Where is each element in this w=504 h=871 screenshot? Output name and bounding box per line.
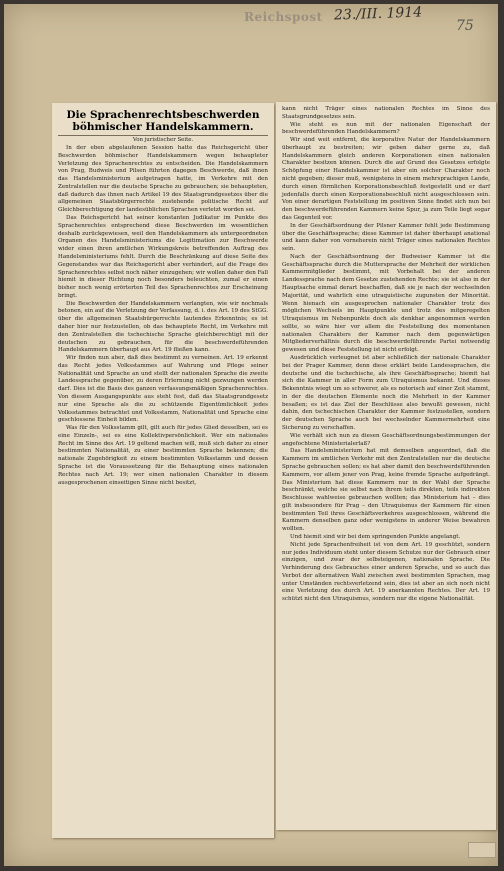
handwritten-date-note: 23./III. 1914 [333, 4, 423, 24]
newspaper-clipping-right-column [276, 102, 496, 830]
article-paragraph: Wir finden nun aber, daß dies bestimmt zu verneinen. Art. 19 erkennt das Recht jedes Volksstammes auf Wahrung und Pflege seiner Nationalität und Sprache an und stellt der nationalen Sprache die zweite Landessprache gegenüber, zu deren Erlernung nicht gezwungen werden darf. Dies ist die Basis des ganzen verfassungsmäßigen Sprachenrechtes. Von diesem Ausgangspunkte aus steht fest, daß das Staatsgrundgesetz nur eine Sprache als die zu schützende Eigentümlichkeit jedes Volksstammes betrachtet und Volksstamm, Nationalität und Sprache eine geschlossene Einheit bilden. [58, 355, 268, 424]
article-title-line-1: Die Sprachenrechtsbeschwerden [66, 109, 260, 121]
source-stamp: Reichspost [244, 10, 323, 24]
article-paragraph: Wie steht es nun mit der nationalen Eigenschaft der beschwerdeführenden Handelskammern? [282, 121, 490, 136]
right-column [276, 102, 496, 606]
article-byline: Von juristischer Seite. [132, 137, 194, 143]
article-paragraph: In der Geschäftsordnung der Pilsner Kammer fehlt jede Bestimmung über die Geschäftssprache; diese Kammer ist daher überhaupt anational und kann daher von vorneherein nicht Träger eines nationalen Rechtes sein. [282, 222, 490, 253]
article-paragraph: Das Reichsgericht hat seiner konstanten Judikatur im Punkte des Sprachenrechtes entsprechend diese Beschwerden im wesentlichen deshalb zurückgewiesen, weil den Handelskammern als untergeordneten Organen des Handelsministeriums die Legitimation zur Beschwerde wider einen ihren amtlichen Wirkungskreis betreffenden Auftrag des Handelsministeriums fehlt. Durch die Beschränkung auf diese Seite des Gegenstandes war das Reichsgericht aber verhindert, auf die Frage des Sprachenrechtes selbst noch näher einzugehen; wir wollen daher den Fall hiemit in dieser Richtung noch besonders beleuchten, zumal er einen bisher noch wenig erörterten Teil des Sprachenrechtes zur Erscheinung bringt. [58, 215, 268, 299]
article-paragraph: Wie verhält sich nun zu diesen Geschäftsordnungsbestimmungen der angefochtene Ministerialerlaß? [282, 432, 490, 447]
article-paragraph: Das Handelsministerium hat mit demselben angeordnet, daß die Kammern im amtlichen Verkehr mit den Zentralstellen nur die deutsche Sprache gebrauchen sollen; es hat aber damit den beschwerdeführenden Kammern, vor allem jener von Prag, keine fremde Sprache aufgedrängt. Das Ministerium hat diese Kammern nur in der Wahl der Sprache beschränkt, welche sie selbst nach ihrem teils direkten, teils indirekten Beschlusse wahlweise gebrauchen wollten; das Ministerium hat – dies gilt insbesondere für Prag – den Utraquismus der Kammern für einen bestimmten Teil ihres Geschäftsverkehres ausgeschlossen, während die Kammern denselben ganz oder wenigstens in anderer Weise bewahren wollten. [282, 448, 490, 533]
newspaper-clipping-left-column [52, 103, 274, 838]
article-paragraph: Wir sind weit entfernt, die korporative Natur der Handelskammern überhaupt zu bestreiten; wir geben daher gerne zu, daß Handelskammern gleich anderen Korporationen einen nationalen Charakter besitzen können. Durch die auf Grund des Gesetzes erfolgte Schöpfung einer Handelskammer ist aber ein solcher Charakter noch nicht gegeben; dieser muß, wenigstens in einem mehrsprachigen Lande, durch einen förmlichen Korporationsbeschluß festgestellt und er darf jedenfalls durch einen Korporationsbeschluß nicht ausgeschlossen sein. Von einer derartigen Feststellung im positiven Sinne findet sich nun bei den beschwerdeführenden Kammern keine Spur, ja zum Teile liegt sogar das Gegenteil vor. [282, 137, 490, 221]
left-column [52, 103, 274, 489]
article-title [58, 109, 268, 136]
article-paragraph: Und hiemit sind wir bei dem springenden Punkte angelangt. [290, 533, 461, 540]
article-paragraph: kann nicht Träger eines nationalen Rechtes im Sinne des Staatsgrundgesetzes sein. [282, 106, 490, 120]
mounting-tab [468, 842, 496, 858]
article-paragraph: Die Beschwerden der Handelskammern verlangten, wie wir nochmals betonen, ein auf die Verletzung der Verfassung, d. i. des Art. 19 des StGG. über die allgemeinen Staatsbürgerrechte lautendes Erkenntnis; es ist daher hier nur festzustellen, ob das behauptete Recht, im Verkehre mit den Zentralstellen die tschechische Sprache gleichberechtigt mit der deutschen zu gebrauchen, für die beschwerdeführenden Handelskammern überhaupt aus Art. 19 fließen kann. [58, 300, 268, 354]
archive-sheet [4, 4, 498, 866]
folio-number: 75 [456, 18, 474, 34]
article-paragraph: Was für den Volksstamm gilt, gilt auch für jedes Glied desselben, sei es eine Einzeln-, sei es eine Kollektivpersönlichkeit. Wer ein nationales Recht im Sinne des Art. 19 geltend machen will, muß sich daher zu einer bestimmten Nationalität, zu einer bestimmten Sprache bekennen; die nationale Zugehörigkeit zu einem bestimmten Volksstamm und dessen Sprache ist die Voraussetzung für die Behauptung eines nationalen Rechtes nach Art. 19; wer einen nationalen Charakter in diesem ausgesprochenen einseitigen Sinne nicht besitzt, [58, 425, 268, 486]
article-title-line-2: böhmischer Handelskammern. [72, 121, 254, 133]
article-paragraph: Ausdrücklich verleugnet ist aber schließlich der nationale Charakter bei der Prager Kammer, denn diese erklärt beide Landessprachen, die deutsche und die tschechische, als ihre Geschäftssprache; hiemit hat sich die Kammer in aller Form zum Utraquismus bekannt. Und dieses Bekenntnis wiegt um so schwerer, als es notorisch auf einer Zeit stammt, in der die deutschen Elemente noch die Mehrheit in der Kammer besaßen; es ist das Ziel der Beschlüsse also bewußt gewesen, nicht dahin, den tschechischen Charakter der Kammer festzustellen, sondern der deutschen Sprache auch bei wechselnder Kammermehrheit eine Sicherung zu verschaffen. [282, 355, 490, 432]
article-paragraph: Nach der Geschäftsordnung der Budweiser Kammer ist die Geschäftssprache durch die Muttersprache der Mehrheit der wirklichen Kammermitglieder bestimmt, mit Vorbehalt bei der anderen Landessprache nach dem Gesetze zustehenden Rechte; sie ist also in der Hauptsache einmal derart beschaffen, daß sie je nach der wechselnden Majorität, und wahrlich eine utraquistische zugunsten der Minorität. Wenn hienach ein ausgesprochen nationaler Charakter trotz des möglichen Wechsels im Hauptpunkte und trotz des mitgeregelten Utraquismus im Nebenpunkte doch als denkbar angenommen werden sollte, so wäre hier vor allem die Feststellung des momentanen nationalen Charakters der Kammer nach dem gegenwärtigen Mitgliederverhältnis durch die beschwerdeführende Partei notwendig gewesen und diese Feststellung ist nicht erfolgt. [282, 253, 490, 354]
article-paragraph: In der eben abgelaufenen Session hatte das Reichsgericht über Beschwerden böhmischer Handelskammern wegen behaupteter Verletzung des Sprachenrechtes zu entscheiden. Die Handelskammern von Prag, Budweis und Pilsen führten dagegen Beschwerde, daß ihnen das Handelsministerium aufgetragen hatte, im Verkehre mit den Zentralstellen nur die deutsche Sprache zu gebrauchen; sie behaupteten, daß dadurch das ihnen nach Artikel 19 des Staatsgrundgesetzes über die allgemeinen Staatsbürgerrechte zustehende politische Recht auf Gleichberechtigung der landesüblichen Sprachen verletzt worden sei. [58, 145, 268, 214]
article-paragraph: Nicht jede Sprachenfreiheit ist von dem Art. 19 geschützt, sondern nur jedes Individuum steht unter diesem Schutze nur der Gebrauch einer einzigen, und zwar der selbsteigenen, nationalen Sprache. Die Verhinderung des Gebrauches einer anderen Sprache, und so auch das Verbot der alternativen Wahl zwischen zwei bestimmten Sprachen, mag unter Umständen rechtsverletzend sein, dies ist aber an sich noch nicht eine Verletzung des durch Art. 19 anerkannten Rechtes. Der Art. 19 schützt nicht den Utraquismus, sondern nur die eigene Nationalität. [282, 541, 490, 603]
sheet-header [4, 4, 498, 32]
